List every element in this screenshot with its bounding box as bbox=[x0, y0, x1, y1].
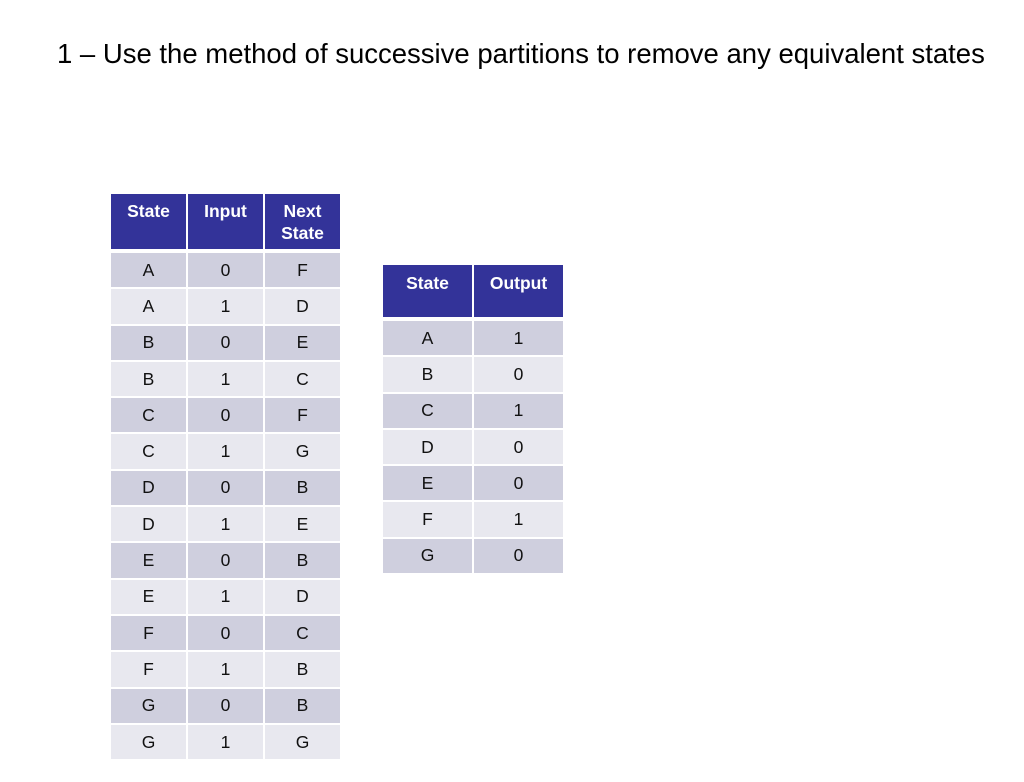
cell-state: A bbox=[111, 289, 186, 323]
cell-input: 0 bbox=[188, 543, 263, 577]
column-header-output: Output bbox=[474, 265, 563, 319]
cell-state: D bbox=[383, 430, 472, 464]
table-row bbox=[111, 471, 340, 505]
table-row bbox=[383, 394, 563, 428]
cell-state: C bbox=[111, 434, 186, 468]
cell-next-state: C bbox=[265, 362, 340, 396]
question-title: 1 – Use the method of successive partitions to remove any equivalent states bbox=[57, 38, 985, 69]
cell-next-state: F bbox=[265, 398, 340, 432]
cell-state: A bbox=[383, 321, 472, 355]
column-header-state: State bbox=[111, 194, 186, 251]
cell-input: 1 bbox=[188, 580, 263, 614]
table-row bbox=[111, 398, 340, 432]
cell-input: 1 bbox=[188, 725, 263, 759]
cell-input: 0 bbox=[188, 471, 263, 505]
cell-input: 0 bbox=[188, 253, 263, 287]
cell-input: 1 bbox=[188, 507, 263, 541]
table-row bbox=[111, 362, 340, 396]
cell-state: D bbox=[111, 471, 186, 505]
state-output-table bbox=[381, 263, 565, 575]
cell-state: B bbox=[383, 357, 472, 391]
cell-next-state: E bbox=[265, 507, 340, 541]
cell-input: 1 bbox=[188, 652, 263, 686]
cell-next-state: G bbox=[265, 434, 340, 468]
table-row bbox=[111, 253, 340, 287]
table-row bbox=[111, 652, 340, 686]
table-row bbox=[111, 543, 340, 577]
column-header-input: Input bbox=[188, 194, 263, 251]
cell-state: G bbox=[111, 725, 186, 759]
cell-next-state: B bbox=[265, 471, 340, 505]
table-row bbox=[111, 507, 340, 541]
table-row bbox=[111, 434, 340, 468]
cell-state: C bbox=[383, 394, 472, 428]
cell-input: 0 bbox=[188, 398, 263, 432]
cell-state: B bbox=[111, 326, 186, 360]
cell-input: 1 bbox=[188, 362, 263, 396]
cell-next-state: B bbox=[265, 652, 340, 686]
cell-output: 0 bbox=[474, 466, 563, 500]
cell-output: 0 bbox=[474, 357, 563, 391]
cell-input: 0 bbox=[188, 616, 263, 650]
table-row bbox=[111, 616, 340, 650]
table-row bbox=[383, 502, 563, 536]
table-row bbox=[383, 321, 563, 355]
cell-next-state: B bbox=[265, 689, 340, 723]
table-row bbox=[111, 689, 340, 723]
table-header-row bbox=[383, 265, 563, 319]
cell-input: 1 bbox=[188, 434, 263, 468]
cell-next-state: D bbox=[265, 289, 340, 323]
cell-state: C bbox=[111, 398, 186, 432]
cell-state: E bbox=[383, 466, 472, 500]
cell-state: F bbox=[383, 502, 472, 536]
table-row bbox=[111, 326, 340, 360]
table-row bbox=[111, 580, 340, 614]
column-header-state: State bbox=[383, 265, 472, 319]
cell-input: 0 bbox=[188, 689, 263, 723]
cell-state: A bbox=[111, 253, 186, 287]
column-header-next-state: Next State bbox=[265, 194, 340, 251]
table-row bbox=[383, 430, 563, 464]
cell-next-state: C bbox=[265, 616, 340, 650]
table-row bbox=[383, 539, 563, 573]
cell-state: G bbox=[111, 689, 186, 723]
cell-output: 1 bbox=[474, 502, 563, 536]
cell-state: F bbox=[111, 616, 186, 650]
table-row bbox=[111, 725, 340, 759]
cell-state: D bbox=[111, 507, 186, 541]
cell-next-state: F bbox=[265, 253, 340, 287]
cell-input: 0 bbox=[188, 326, 263, 360]
cell-next-state: D bbox=[265, 580, 340, 614]
table-row bbox=[111, 289, 340, 323]
cell-state: E bbox=[111, 580, 186, 614]
cell-next-state: B bbox=[265, 543, 340, 577]
cell-output: 0 bbox=[474, 430, 563, 464]
cell-state: G bbox=[383, 539, 472, 573]
cell-output: 1 bbox=[474, 394, 563, 428]
state-transition-table bbox=[109, 192, 342, 761]
cell-next-state: G bbox=[265, 725, 340, 759]
cell-next-state: E bbox=[265, 326, 340, 360]
cell-output: 1 bbox=[474, 321, 563, 355]
cell-state: F bbox=[111, 652, 186, 686]
table-row bbox=[383, 466, 563, 500]
cell-output: 0 bbox=[474, 539, 563, 573]
table-header-row bbox=[111, 194, 340, 251]
cell-state: E bbox=[111, 543, 186, 577]
cell-state: B bbox=[111, 362, 186, 396]
table-row bbox=[383, 357, 563, 391]
cell-input: 1 bbox=[188, 289, 263, 323]
